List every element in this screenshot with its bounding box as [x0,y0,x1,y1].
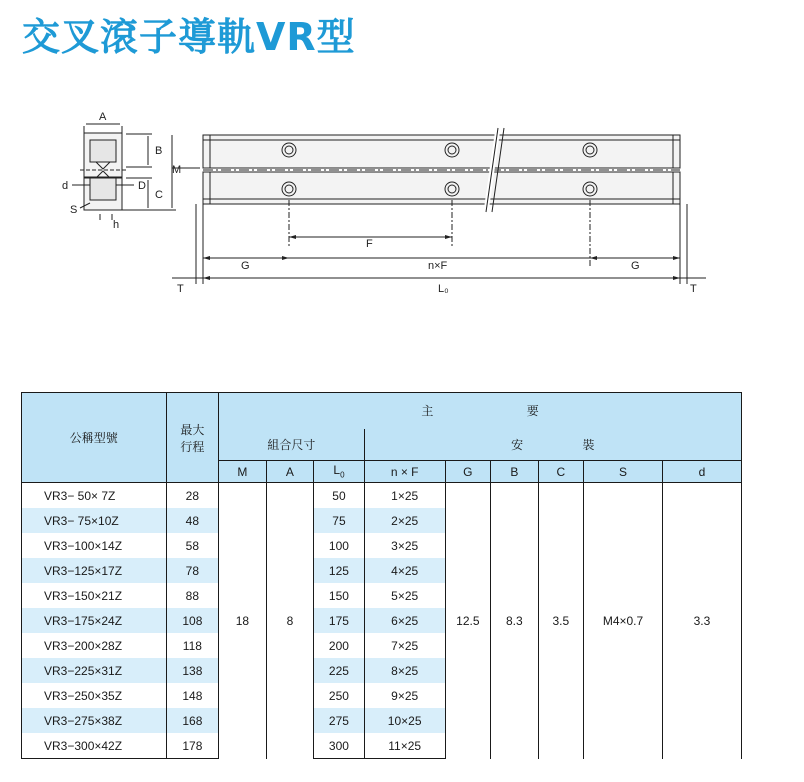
cell-model: VR3−300×42Z [22,733,167,759]
dim-A-label: A [99,111,107,123]
dim-h-label: h [113,219,120,231]
cell-model: VR3−125×17Z [22,558,167,583]
cell-nF: 9×25 [364,683,445,708]
cell-G: 12.5 [445,483,490,759]
dim-d-label: d [62,180,69,192]
col-nF: n × F [364,461,445,483]
dim-C-label: C [155,189,163,201]
header-install [364,429,741,461]
cell-nF: 5×25 [364,583,445,608]
cell-L0: 200 [314,633,365,658]
cell-stroke: 88 [166,583,219,608]
cell-model: VR3−250×35Z [22,683,167,708]
col-B: B [491,461,539,483]
cell-nF: 3×25 [364,533,445,558]
header-stroke-line1: 最大 [180,422,205,437]
dim-T-left-label: T [177,283,184,295]
cell-L0: 300 [314,733,365,759]
dim-T-right-label: T [690,283,697,295]
dim-F-label: F [366,238,373,250]
dim-M-label: M [172,164,182,176]
cell-model: VR3−175×24Z [22,608,167,633]
col-S: S [584,461,663,483]
cell-A: 8 [266,483,314,759]
cell-L0: 75 [314,508,365,533]
cell-nF: 10×25 [364,708,445,733]
cell-L0: 50 [314,483,365,509]
cell-L0: 175 [314,608,365,633]
col-A: A [266,461,314,483]
header-combo: 組合尺寸 [219,429,365,461]
cell-B: 8.3 [491,483,539,759]
cell-stroke: 118 [166,633,219,658]
dim-nF-label: n×F [428,260,448,272]
dim-B-label: B [155,145,163,157]
cell-model: VR3− 75×10Z [22,508,167,533]
cell-L0: 150 [314,583,365,608]
cell-stroke: 108 [166,608,219,633]
cell-S: M4×0.7 [584,483,663,759]
cell-M: 18 [219,483,267,759]
cell-nF: 4×25 [364,558,445,583]
cell-stroke: 138 [166,658,219,683]
cell-stroke: 78 [166,558,219,583]
cell-nF: 7×25 [364,633,445,658]
cell-L0: 225 [314,658,365,683]
cell-nF: 1×25 [364,483,445,509]
cell-nF: 11×25 [364,733,445,759]
cell-C: 3.5 [538,483,583,759]
table-row [22,483,742,509]
header-main-char: 主 [421,404,434,419]
cell-stroke: 168 [166,708,219,733]
cell-nF: 2×25 [364,508,445,533]
cell-stroke: 148 [166,683,219,708]
header-stroke-line2: 行程 [180,439,205,454]
cell-stroke: 58 [166,533,219,558]
header-install-char2: 裝 [582,437,595,452]
dim-D-label: D [138,180,146,192]
cell-L0: 125 [314,558,365,583]
cell-stroke: 48 [166,508,219,533]
cell-model: VR3−275×38Z [22,708,167,733]
cell-model: VR3−150×21Z [22,583,167,608]
cell-model: VR3−200×28Z [22,633,167,658]
cell-d: 3.3 [662,483,741,759]
col-G: G [445,461,490,483]
cell-model: VR3−100×14Z [22,533,167,558]
dim-L0-label: L₀ [438,283,449,295]
technical-drawing [0,0,804,300]
cell-model: VR3−225×31Z [22,658,167,683]
header-install-char: 安 [511,437,524,452]
dim-G-left-label: G [241,260,250,272]
col-C: C [538,461,583,483]
page-title: 交叉滾子導軌VR型 [22,15,356,59]
cell-model: VR3− 50× 7Z [22,483,167,509]
cell-stroke: 178 [166,733,219,759]
dim-G-right-label: G [631,260,640,272]
cell-stroke: 28 [166,483,219,509]
cell-L0: 275 [314,708,365,733]
dim-S-label: S [70,204,78,216]
cell-L0: 250 [314,683,365,708]
col-d: d [662,461,741,483]
cell-nF: 6×25 [364,608,445,633]
col-L0: $L_0$ [314,461,365,483]
cell-nF: 8×25 [364,658,445,683]
header-stroke [166,393,219,483]
header-model: 公稱型號 [22,393,167,483]
header-main-char2: 要 [526,404,539,419]
col-M: M [219,461,267,483]
spec-table [21,392,742,759]
cell-L0: 100 [314,533,365,558]
header-main [219,393,742,429]
